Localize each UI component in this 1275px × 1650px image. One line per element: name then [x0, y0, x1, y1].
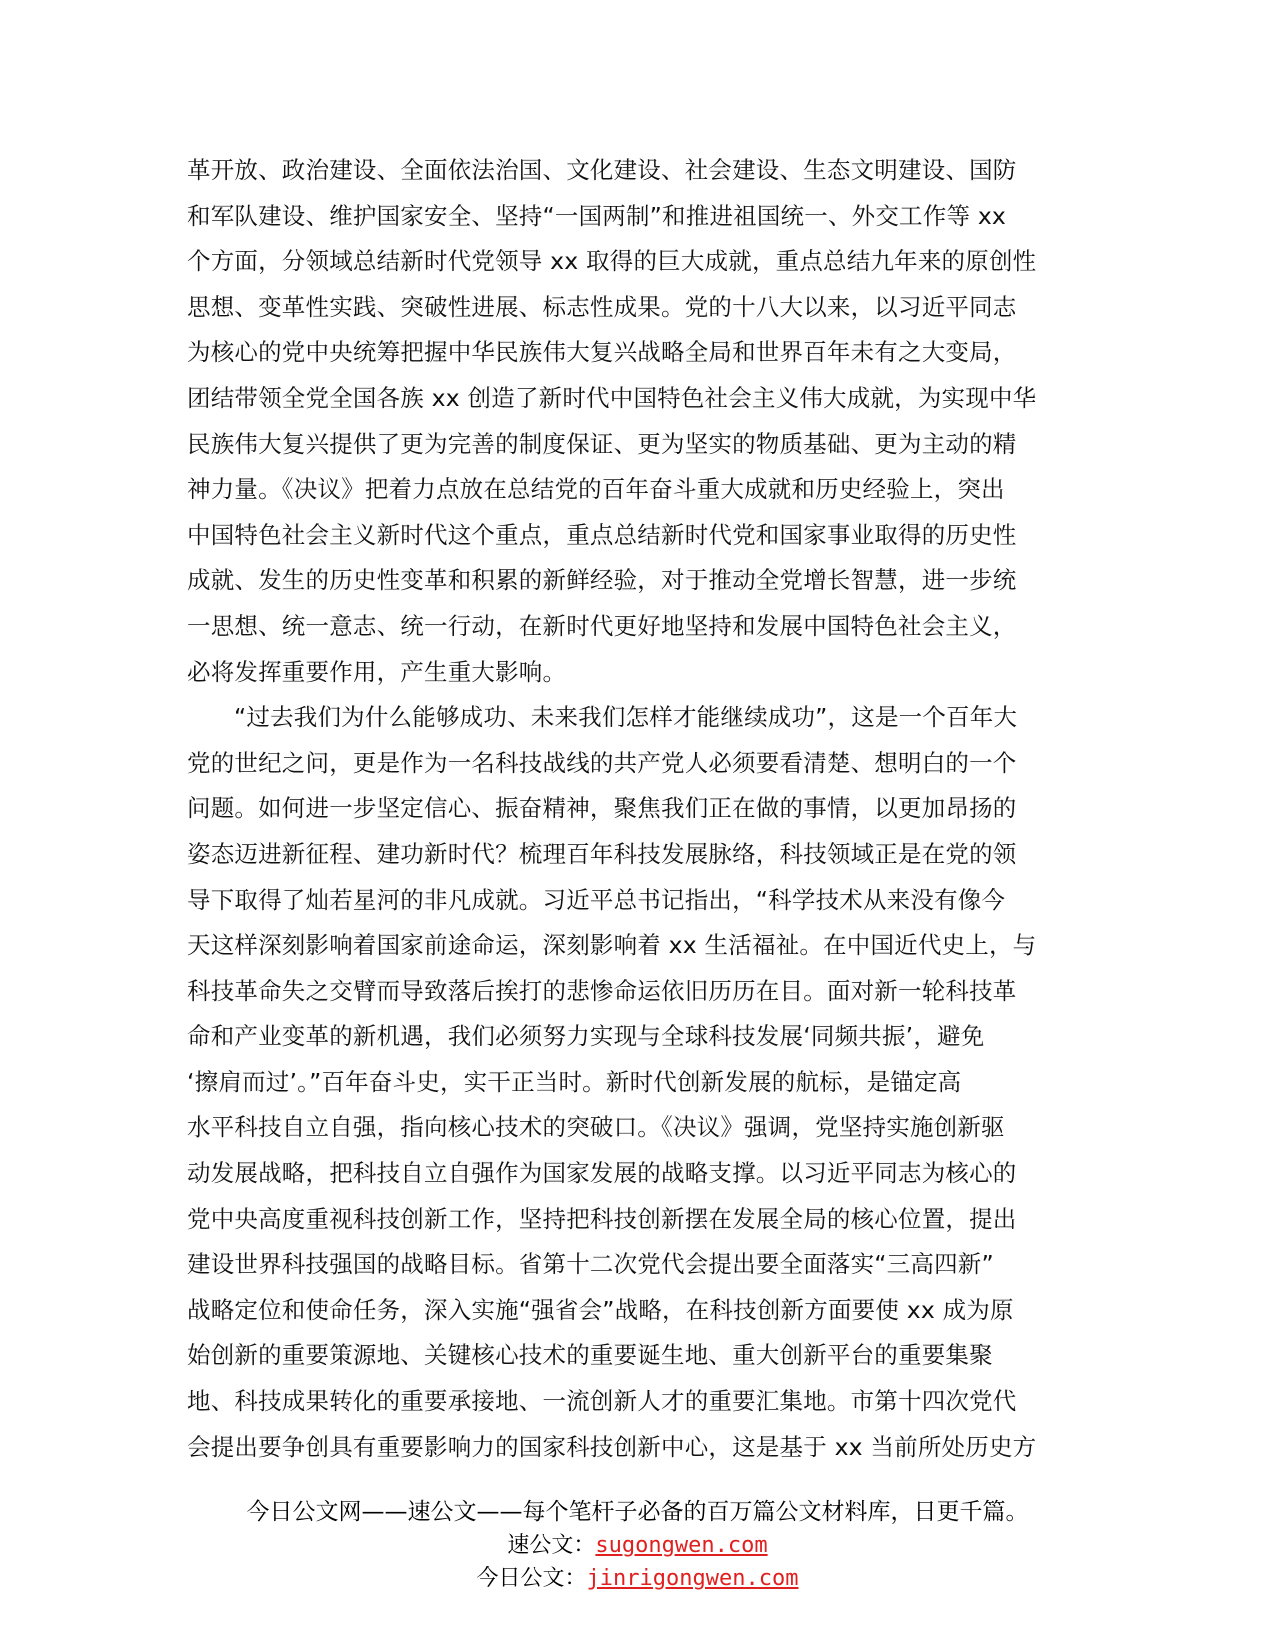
- body-line: 会提出要争创具有重要影响力的国家科技创新中心，这是基于 xx 当前所处历史方: [187, 1432, 1037, 1461]
- body-line: 团结带领全党全国各族 xx 创造了新时代中国特色社会主义伟大成就，为实现中华: [187, 383, 1037, 412]
- body-line: 中国特色社会主义新时代这个重点，重点总结新时代党和国家事业取得的历史性: [187, 520, 1017, 549]
- document-body: [187, 148, 1067, 1470]
- body-line: 党的世纪之问，更是作为一名科技战线的共产党人必须要看清楚、想明白的一个: [187, 748, 1017, 777]
- body-line: 成就、发生的历史性变革和积累的新鲜经验，对于推动全党增长智慧，进一步统: [187, 566, 1017, 595]
- paragraph-start-line: “过去我们为什么能够成功、未来我们怎样才能继续成功”，这是一个百年大: [234, 703, 1018, 732]
- body-line: 始创新的重要策源地、关键核心技术的重要诞生地、重大创新平台的重要集聚: [187, 1341, 993, 1370]
- jinrigongwen-label: 今日公文：: [476, 1566, 587, 1591]
- body-line: 水平科技自立自强，指向核心技术的突破口。《决议》强调，党坚持实施创新驱: [187, 1113, 1005, 1142]
- body-line: ‘擦肩而过’。”百年奋斗史，实干正当时。新时代创新发展的航标，是锚定高: [187, 1067, 962, 1096]
- body-line: 神力量。《决议》把着力点放在总结党的百年奋斗重大成就和历史经验上，突出: [187, 475, 1005, 504]
- body-line: 天这样深刻影响着国家前途命运，深刻影响着 xx 生活福祉。在中国近代史上，与: [187, 931, 1037, 960]
- sugongwen-link[interactable]: sugongwen.com: [595, 1533, 768, 1558]
- footer-slogan: 今日公文网——速公文——每个笔杆子必备的百万篇公文材料库，日更千篇。: [246, 1499, 1029, 1525]
- jinrigongwen-link[interactable]: jinrigongwen.com: [586, 1566, 799, 1591]
- body-line: 姿态迈进新征程、建功新时代？梳理百年科技发展脉络，科技领域正是在党的领: [187, 839, 1017, 868]
- body-line: 地、科技成果转化的重要承接地、一流创新人才的重要汇集地。市第十四次党代: [187, 1387, 1017, 1416]
- body-line: 动发展战略，把科技自立自强作为国家发展的战略支撑。以习近平同志为核心的: [187, 1159, 1017, 1188]
- body-line: 思想、变革性实践、突破性进展、标志性成果。党的十八大以来，以习近平同志: [187, 292, 1017, 321]
- body-line: 科技革命失之交臂而导致落后挨打的悲惨命运依旧历历在目。面对新一轮科技革: [187, 976, 1017, 1005]
- body-line: 个方面，分领域总结新时代党领导 xx 取得的巨大成就，重点总结九年来的原创性: [187, 247, 1037, 276]
- body-line: 导下取得了灿若星河的非凡成就。习近平总书记指出，“科学技术从来没有像今: [187, 885, 1006, 914]
- body-line: 党中央高度重视科技创新工作，坚持把科技创新摆在发展全局的核心位置，提出: [187, 1204, 1017, 1233]
- body-line: 为核心的党中央统筹把握中华民族伟大复兴战略全局和世界百年未有之大变局，: [187, 338, 1017, 367]
- footer-jinrigongwen: [0, 1561, 1275, 1592]
- body-line: 战略定位和使命任务，深入实施“强省会”战略，在科技创新方面要使 xx 成为原: [187, 1295, 1014, 1324]
- footer-sugongwen: [0, 1528, 1275, 1559]
- body-line: 命和产业变革的新机遇，我们必须努力实现与全球科技发展‘同频共振’，避免: [187, 1022, 985, 1051]
- body-line: 建设世界科技强国的战略目标。省第十二次党代会提出要全面落实“三高四新”: [187, 1250, 994, 1279]
- body-line: 革开放、政治建设、全面依法治国、文化建设、社会建设、生态文明建设、国防: [187, 156, 1017, 184]
- body-line: 一思想、统一意志、统一行动，在新时代更好地坚持和发展中国特色社会主义，: [187, 611, 1017, 640]
- body-line: 必将发挥重要作用，产生重大影响。: [187, 657, 567, 686]
- body-line: 问题。如何进一步坚定信心、振奋精神，聚焦我们正在做的事情，以更加昂扬的: [187, 794, 1017, 823]
- body-line: 民族伟大复兴提供了更为完善的制度保证、更为坚实的物质基础、更为主动的精: [187, 429, 1017, 458]
- body-line: 和军队建设、维护国家安全、坚持“一国两制”和推进祖国统一、外交工作等 xx: [187, 201, 1007, 230]
- sugongwen-label: 速公文：: [507, 1533, 596, 1558]
